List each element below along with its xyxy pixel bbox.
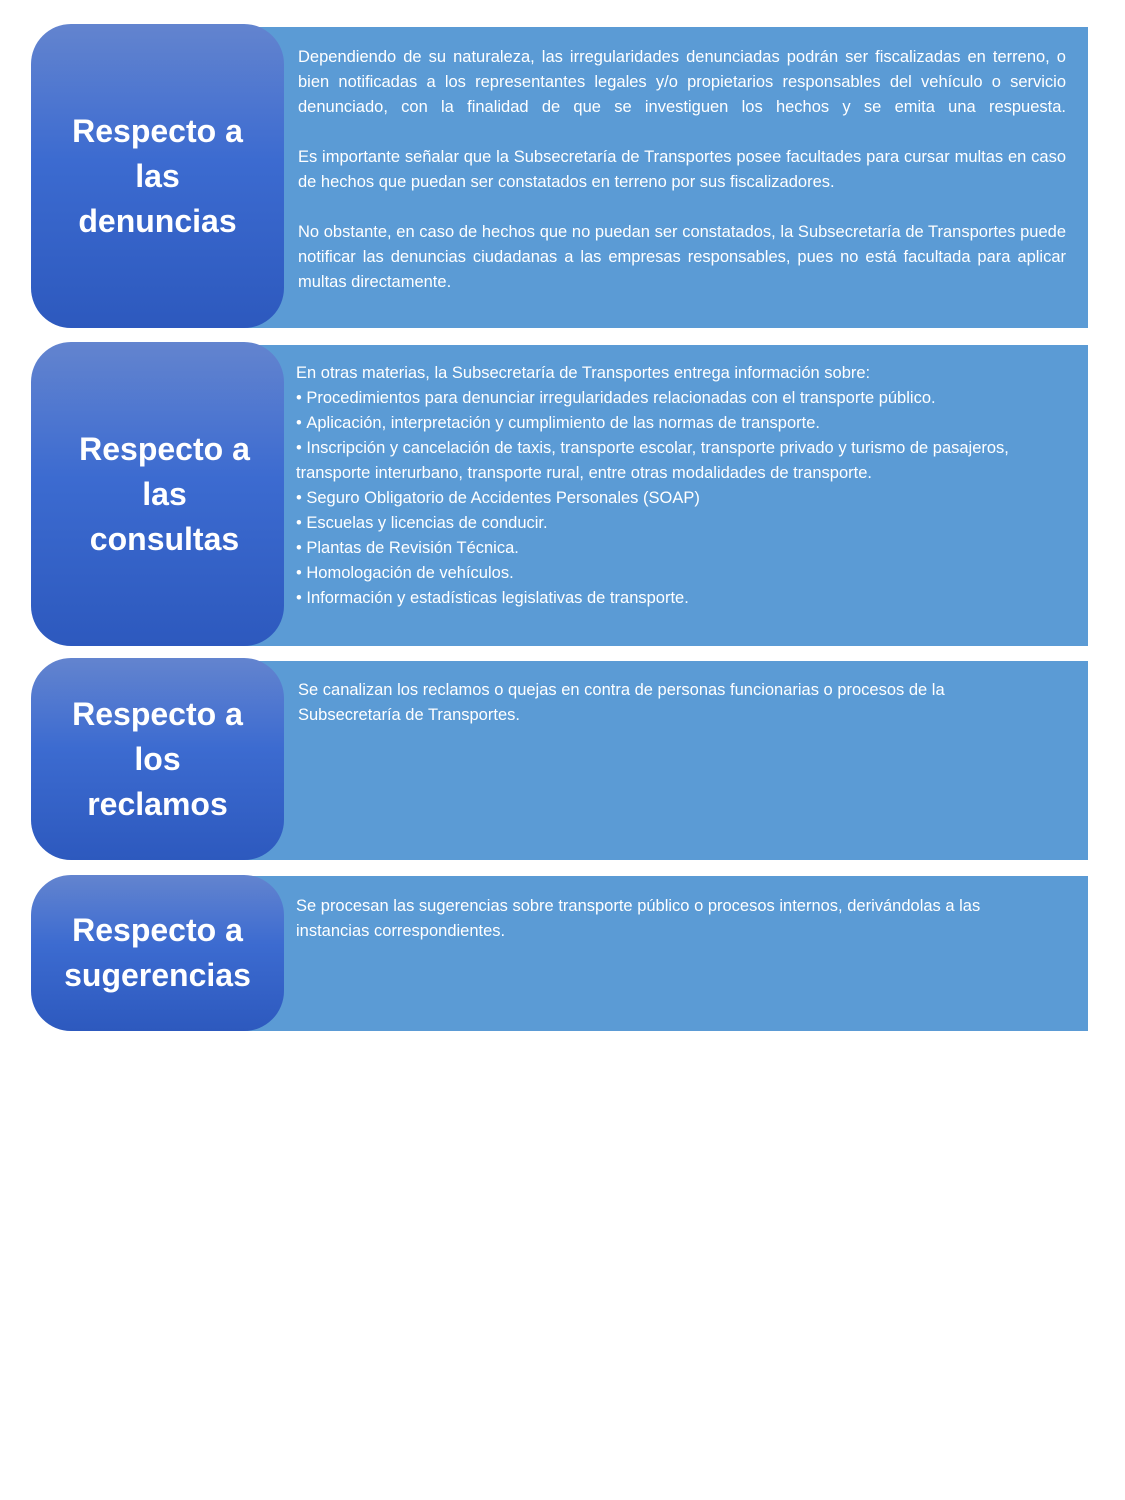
sugerencias-label (31, 875, 284, 1031)
consultas-label-line-3: consultas (89, 520, 240, 557)
denuncias-label (31, 24, 284, 328)
consultas-intro: En otras materias, la Subsecretaría de Transportes entrega información sobre: (296, 364, 871, 382)
sugerencias-label-line-2: sugerencias (64, 957, 251, 993)
consultas-list (296, 386, 1074, 611)
list-item: • Procedimientos para denunciar irregularidades relacionadas con el transporte público. (296, 386, 1074, 411)
list-item: • Inscripción y cancelación de taxis, transporte escolar, transporte privado y turismo de pasajeros, transporte interurbano, transporte rural, entre otras modalidades de transporte. (296, 436, 1074, 486)
list-item: • Seguro Obligatorio de Accidentes Personales (SOAP) (296, 486, 1074, 511)
consultas-label-line-1: Respecto a (79, 430, 250, 467)
denuncias-label-line-3: denuncias (78, 202, 237, 239)
list-item: • Aplicación, interpretación y cumplimiento de las normas de transporte. (296, 411, 1074, 436)
denuncias-paragraph-3: No obstante, en caso de hechos que no puedan ser constatados, la Subsecretaría de Transportes puede notificar las denuncias ciudadanas a las empresas responsables, pues no está facultada para aplicar multas directamente. (298, 223, 1066, 291)
sugerencias-paragraph: Se procesan las sugerencias sobre transporte público o procesos internos, derivándolas a las instancias correspondientes. (296, 897, 981, 940)
reclamos-panel (185, 661, 1088, 860)
consultas-label (31, 342, 284, 646)
consultas-label-line-2: las (142, 475, 187, 512)
list-item: • Escuelas y licencias de conducir. (296, 511, 1074, 536)
denuncias-label-line-2: las (135, 157, 180, 194)
sugerencias-label-line-1: Respecto a (72, 912, 243, 948)
sugerencias-panel (185, 876, 1088, 1031)
reclamos-label-line-1: Respecto a (72, 695, 243, 732)
consultas-panel (185, 345, 1088, 646)
denuncias-paragraph-1: Dependiendo de su naturaleza, las irregularidades denunciadas podrán ser fiscalizadas en terreno, o bien notificadas a los representantes legales y/o propietarios responsables del vehículo o servicio denunciado, con la finalidad de que se investiguen los hechos y se emita una respuesta. (298, 48, 1066, 116)
list-item: • Plantas de Revisión Técnica. (296, 536, 1074, 561)
reclamos-label (31, 658, 284, 860)
reclamos-label-line-3: reclamos (87, 785, 228, 822)
list-item: • Homologación de vehículos. (296, 561, 1074, 586)
list-item: • Información y estadísticas legislativas de transporte. (296, 586, 1074, 611)
reclamos-paragraph: Se canalizan los reclamos o quejas en contra de personas funcionarias o procesos de la Subsecretaría de Transportes. (298, 681, 945, 724)
denuncias-label-line-1: Respecto a (72, 112, 243, 149)
denuncias-paragraph-2: Es importante señalar que la Subsecretaría de Transportes posee facultades para cursar multas en caso de hechos que puedan ser constatados en terreno por sus fiscalizadores. (298, 148, 1066, 191)
denuncias-panel (185, 27, 1088, 328)
reclamos-label-line-2: los (134, 740, 181, 777)
